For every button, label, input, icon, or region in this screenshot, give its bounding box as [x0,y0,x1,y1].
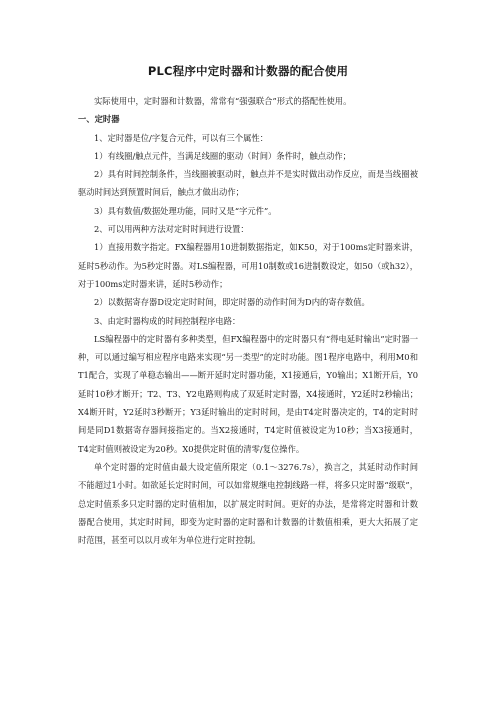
paragraph: 实际使用中，定时器和计数器，常常有“强强联合”形式的搭配性使用。 [94,96,352,106]
paragraph: 2、可以用两种方法对定时时间进行设置： [94,224,249,235]
paragraph: 1）直接用数字指定。FX编程器用10进制数据指定，如K50，对于100ms定时器来讲，延时5秒动作。为5秒定时器。对LS编程器，可用10制数或16进制数设定，如50（或h32），对于100ms定时器来讲，延时5秒动作； [78,242,418,289]
paragraph: 单个定时器的定时值由最大设定值所限定（0.1～3276.7s），换言之，其延时动作时间不能超过1小时。如欲延长定时时间，可以如常规继电控制线路一样，将多只定时器“级联”，总定时值系多只定时器的定时值相加，以扩展定时时间。更好的办法，是常将定时器和计数器配合使用，其定时时间，即变为定时器的定时器和计数器的计数值相乘，更大大拓展了定时范围，甚至可以以月或年为单位进行定时控制。 [78,461,418,546]
section-heading: 一、定时器 [78,114,120,125]
paragraph: 3、由定时器构成的时间控制程序电路： [94,315,241,326]
paragraph: LS编程器中的定时器有多种类型，但FX编程器中的定时器只有“得电延时输出”定时器一种，可以通过编写相应程序电路来实现“另一类型”的定时功能。图1程序电路中，利用M0和T1配合，实现了单稳态输出——断开延时定时器功能，X1接通后，Y0输出；X1断开后，Y0延时10秒才断开；T2、T3、Y2电路则构成了双延时定时器，X4接通时，Y2延时2秒输出；X4断开时，Y2延时3秒断开；Y3延时输出的定时时间，是由T4定时器决定的，T4的定时时间是同D1数据寄存器间接指定的。当X2接通时，T4定时值被设定为10秒；当X3接通时，T4定时值则被设定为20秒。X0提供定时值的清零/复位操作。 [78,333,418,454]
document-title: PLC程序中定时器和计数器的配合使用 [147,64,349,78]
document-body [78,92,418,549]
paragraph: 2）具有时间控制条件，当线圈被驱动时，触点并不是实时做出动作反应，而是当线圈被驱动时间达到预置时间后，触点才做出动作； [78,169,418,198]
paragraph: 1、定时器是位/字复合元件，可以有三个属性： [94,132,269,143]
paragraph: 3）具有数值/数据处理功能，同时又是“字元件”。 [94,205,277,216]
paragraph: 1）有线圈/触点元件，当满足线圈的驱动（时间）条件时，触点动作； [94,150,351,161]
paragraph: 2）以数据寄存器D设定定时时间，即定时器的动作时间为D内的寄存数值。 [94,297,370,308]
